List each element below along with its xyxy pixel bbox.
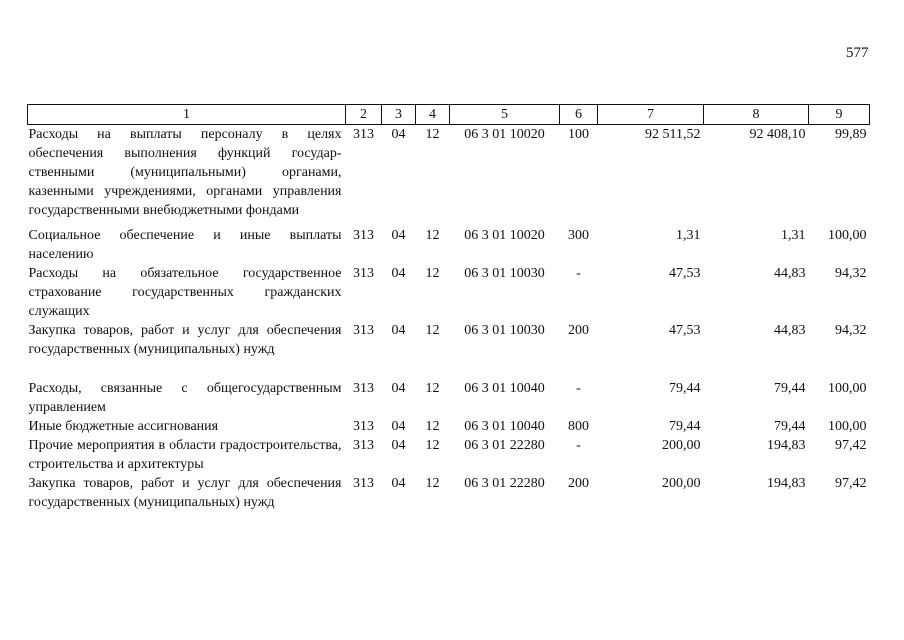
cell-col-4: 12 <box>425 266 440 281</box>
table-row <box>28 321 870 379</box>
header-col-5: 5 <box>450 105 560 125</box>
row-description: Расходы на обязательное государственное страхование государственных гражданских служащих <box>28 266 342 319</box>
cell-col-6: 200 <box>568 476 589 491</box>
cell-col-5: 06 3 01 10040 <box>464 419 545 434</box>
cell-col-7: 200,00 <box>662 476 701 491</box>
cell-col-9: 100,00 <box>828 381 867 396</box>
cell-col-7: 47,53 <box>669 266 701 281</box>
cell-col-4: 12 <box>425 419 440 434</box>
cell-col-6: 800 <box>568 419 589 434</box>
cell-col-3: 04 <box>391 381 406 396</box>
table-row <box>28 474 870 512</box>
row-description: Закупка товаров, работ и услуг для обеспечения государственных (муниципальных) нужд <box>28 476 342 510</box>
cell-col-7: 79,44 <box>669 419 701 434</box>
cell-col-7: 79,44 <box>669 381 701 396</box>
row-description: Социальное обеспечение и иные выплаты населению <box>28 228 342 262</box>
table-row <box>28 436 870 474</box>
cell-col-8: 44,83 <box>774 323 806 338</box>
cell-col-7: 47,53 <box>669 323 701 338</box>
cell-col-3: 04 <box>391 323 406 338</box>
header-col-2: 2 <box>346 105 382 125</box>
cell-col-9: 94,32 <box>835 323 867 338</box>
row-description: Иные бюджетные ассигнования <box>28 419 219 434</box>
cell-col-4: 12 <box>425 381 440 396</box>
cell-col-3: 04 <box>391 438 406 453</box>
page-number: 577 <box>846 45 869 61</box>
header-col-8: 8 <box>704 105 809 125</box>
table-row <box>28 226 870 264</box>
header-col-4: 4 <box>416 105 450 125</box>
table-row <box>28 125 870 227</box>
cell-col-7: 92 511,52 <box>645 127 701 142</box>
cell-col-5: 06 3 01 10030 <box>464 266 545 281</box>
row-description: Расходы, связанные с общегосударственным управлением <box>28 381 342 415</box>
cell-col-8: 92 408,10 <box>749 127 806 142</box>
cell-col-8: 194,83 <box>767 476 806 491</box>
cell-col-5: 06 3 01 10040 <box>464 381 545 396</box>
cell-col-8: 1,31 <box>781 228 806 243</box>
cell-col-9: 97,42 <box>835 476 867 491</box>
cell-col-2: 313 <box>353 266 374 281</box>
budget-table <box>27 104 870 512</box>
cell-col-4: 12 <box>425 438 440 453</box>
cell-col-5: 06 3 01 10030 <box>464 323 545 338</box>
cell-col-8: 79,44 <box>774 381 806 396</box>
row-description: Расходы на выплаты персоналу в целях обеспечения выполнения функций государ-ственными (муниципальными) органами, казенными учреждениями, органами управления государственными внебюджетными фондами <box>28 127 342 218</box>
cell-col-6: 300 <box>568 228 589 243</box>
cell-col-3: 04 <box>391 419 406 434</box>
cell-col-3: 04 <box>391 127 406 142</box>
cell-col-5: 06 3 01 10020 <box>464 228 545 243</box>
header-col-9: 9 <box>809 105 870 125</box>
table-row <box>28 417 870 436</box>
cell-col-9: 100,00 <box>828 228 867 243</box>
header-col-7: 7 <box>598 105 704 125</box>
cell-col-2: 313 <box>353 228 374 243</box>
cell-col-8: 194,83 <box>767 438 806 453</box>
cell-col-6: - <box>576 381 581 396</box>
cell-col-2: 313 <box>353 127 374 142</box>
cell-col-9: 94,32 <box>835 266 867 281</box>
cell-col-8: 79,44 <box>774 419 806 434</box>
row-description: Закупка товаров, работ и услуг для обеспечения государственных (муниципальных) нужд <box>28 323 342 357</box>
cell-col-6: 100 <box>568 127 589 142</box>
cell-col-2: 313 <box>353 323 374 338</box>
cell-col-6: - <box>576 266 581 281</box>
cell-col-4: 12 <box>425 323 440 338</box>
cell-col-3: 04 <box>391 266 406 281</box>
header-col-3: 3 <box>382 105 416 125</box>
cell-col-4: 12 <box>425 127 440 142</box>
header-col-1: 1 <box>28 105 346 125</box>
cell-col-7: 200,00 <box>662 438 701 453</box>
cell-col-9: 100,00 <box>828 419 867 434</box>
cell-col-4: 12 <box>425 228 440 243</box>
cell-col-5: 06 3 01 22280 <box>464 476 545 491</box>
table-row <box>28 379 870 417</box>
cell-col-5: 06 3 01 22280 <box>464 438 545 453</box>
cell-col-8: 44,83 <box>774 266 806 281</box>
cell-col-9: 97,42 <box>835 438 867 453</box>
table-row <box>28 264 870 321</box>
cell-col-4: 12 <box>425 476 440 491</box>
cell-col-9: 99,89 <box>835 127 867 142</box>
cell-col-6: 200 <box>568 323 589 338</box>
header-col-6: 6 <box>560 105 598 125</box>
cell-col-2: 313 <box>353 419 374 434</box>
row-description: Прочие мероприятия в области градостроительства, строительства и архитектуры <box>28 438 342 472</box>
cell-col-2: 313 <box>353 476 374 491</box>
cell-col-7: 1,31 <box>676 228 701 243</box>
cell-col-2: 313 <box>353 381 374 396</box>
cell-col-6: - <box>576 438 581 453</box>
cell-col-5: 06 3 01 10020 <box>464 127 545 142</box>
cell-col-3: 04 <box>391 476 406 491</box>
header-row <box>28 105 870 125</box>
cell-col-2: 313 <box>353 438 374 453</box>
cell-col-3: 04 <box>391 228 406 243</box>
